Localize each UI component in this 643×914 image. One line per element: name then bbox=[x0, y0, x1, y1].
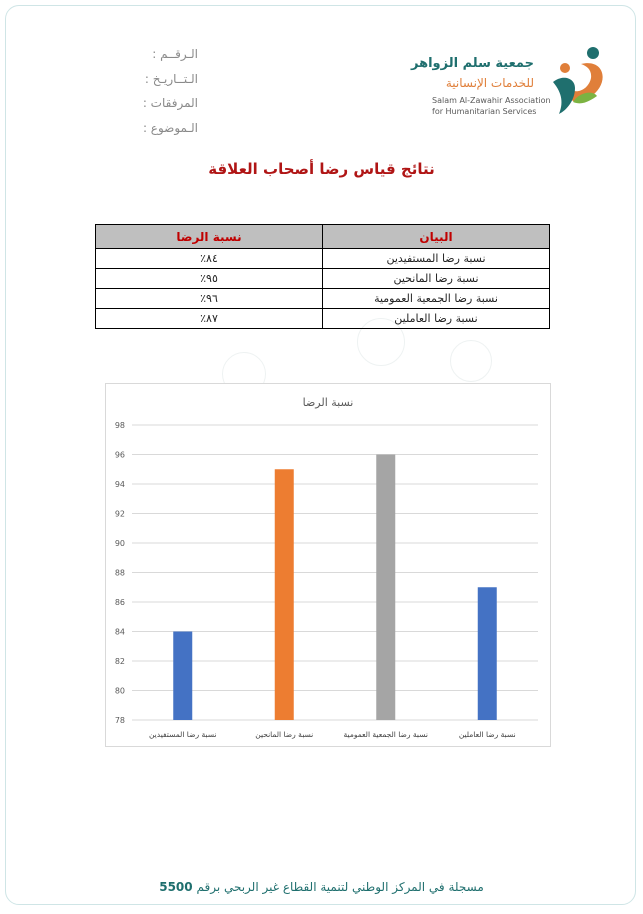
field-number: الـرقــم : bbox=[152, 47, 198, 61]
table-row bbox=[96, 249, 550, 269]
x-category-label: نسبة رضا الجمعية العمومية bbox=[343, 730, 428, 739]
y-tick-label: 80 bbox=[114, 686, 125, 696]
chart-bar bbox=[478, 587, 497, 720]
y-tick-label: 84 bbox=[114, 627, 125, 637]
field-attachments: المرفقات : bbox=[142, 96, 198, 110]
x-category-label: نسبة رضا المانحين bbox=[255, 730, 314, 739]
table-cell-rate: ٨٤٪ bbox=[96, 249, 323, 269]
y-tick-label: 90 bbox=[114, 539, 125, 548]
logo-emblem-icon bbox=[545, 44, 610, 118]
table-cell-item: نسبة رضا العاملين bbox=[323, 309, 550, 329]
table-cell-rate: ٨٧٪ bbox=[96, 309, 323, 329]
document-title: نتائج قياس رضا أصحاب العلاقة bbox=[208, 160, 435, 178]
y-tick-label: 86 bbox=[114, 598, 125, 607]
registration-number: 5500 bbox=[159, 880, 193, 894]
decor-circle bbox=[450, 340, 492, 382]
x-category-label: نسبة رضا المستفيدين bbox=[148, 730, 217, 739]
y-tick-label: 92 bbox=[114, 509, 125, 519]
logo-name-ar: جمعية سلم الزواهر bbox=[410, 56, 534, 71]
table-cell-item: نسبة رضا المانحين bbox=[323, 269, 550, 289]
chart-title: نسبة الرضا bbox=[302, 396, 354, 409]
chart-bar bbox=[376, 455, 395, 721]
field-subject: الـموضوع : bbox=[142, 120, 198, 135]
chart-bar bbox=[173, 632, 192, 721]
table-row bbox=[96, 269, 550, 289]
footer-text: مسجلة في المركز الوطني لتنمية القطاع غير الربحي برقم bbox=[196, 880, 484, 894]
y-tick-label: 88 bbox=[114, 568, 125, 578]
table-cell-item: نسبة رضا الجمعية العمومية bbox=[323, 289, 550, 309]
chart-bar bbox=[275, 469, 294, 720]
table-row bbox=[96, 309, 550, 329]
footer bbox=[0, 880, 643, 894]
satisfaction-chart bbox=[105, 383, 551, 747]
logo-subtitle-ar: للخدمات الإنسانية bbox=[445, 76, 534, 90]
satisfaction-table bbox=[95, 224, 550, 329]
y-tick-label: 98 bbox=[114, 421, 125, 430]
field-date: الـتــاريـخ : bbox=[144, 71, 198, 86]
table-header-row bbox=[96, 225, 550, 249]
document-fields bbox=[118, 42, 198, 140]
logo-name-en-2: for Humanitarian Services bbox=[432, 107, 537, 116]
table-cell-rate: ٩٥٪ bbox=[96, 269, 323, 289]
y-tick-label: 96 bbox=[114, 450, 125, 460]
logo-name-en-1: Salam Al-Zawahir Association bbox=[432, 96, 551, 105]
table-row bbox=[96, 289, 550, 309]
table-cell-item: نسبة رضا المستفيدين bbox=[323, 249, 550, 269]
column-header-item: البيان bbox=[323, 225, 550, 249]
y-tick-label: 78 bbox=[114, 716, 125, 725]
column-header-rate: نسبة الرضا bbox=[96, 225, 323, 249]
table-cell-rate: ٩٦٪ bbox=[96, 289, 323, 309]
y-tick-label: 94 bbox=[114, 480, 125, 489]
association-logo bbox=[410, 44, 610, 124]
chart-svg bbox=[106, 384, 550, 746]
x-category-label: نسبة رضا العاملين bbox=[458, 730, 516, 739]
y-tick-label: 82 bbox=[114, 657, 125, 666]
